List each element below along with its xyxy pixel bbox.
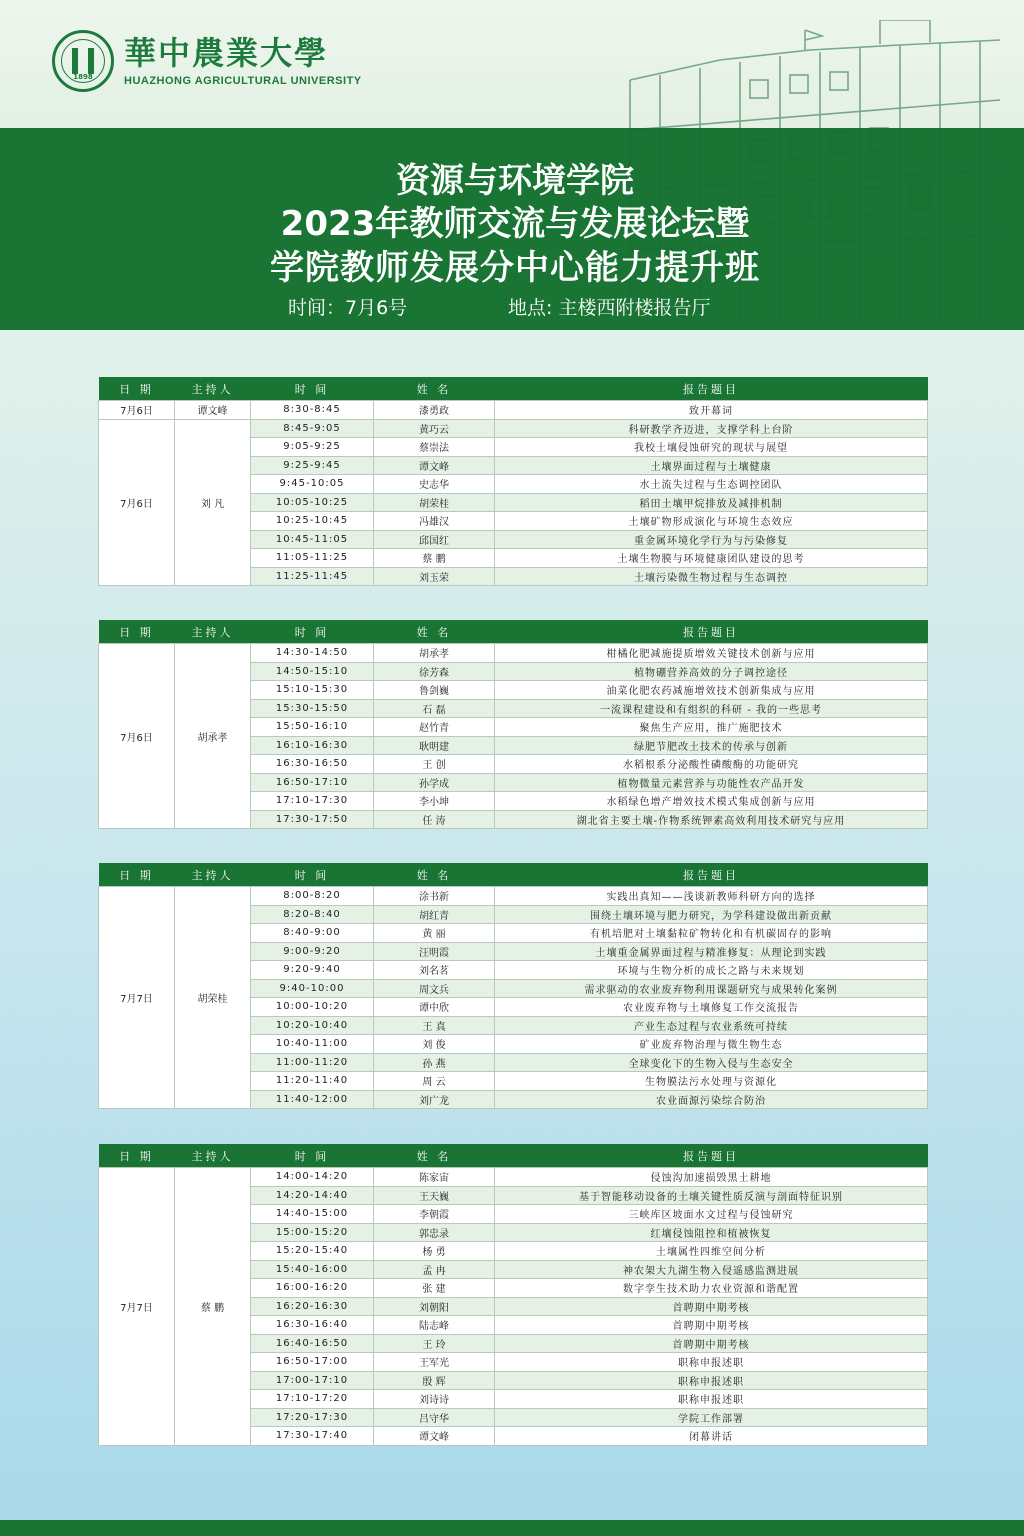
session-host: 胡承孝	[175, 644, 251, 829]
talk-time: 16:30-16:40	[251, 1316, 374, 1335]
speaker-name: 胡荣桂	[374, 493, 495, 512]
talk-time: 15:50-16:10	[251, 718, 374, 737]
talk-title: 湖北省主要土壤-作物系统钾素高效利用技术研究与应用	[495, 810, 928, 829]
session-date: 7月7日	[99, 887, 175, 1109]
university-name-en: HUAZHONG AGRICULTURAL UNIVERSITY	[124, 75, 362, 87]
session-host: 蔡 鹏	[175, 1168, 251, 1446]
session-host: 刘 凡	[175, 419, 251, 586]
schedule-table-morning-0706	[98, 377, 928, 586]
seal-year: 1898	[73, 73, 93, 81]
talk-time: 15:00-15:20	[251, 1223, 374, 1242]
talk-title: 聚焦生产应用，推广施肥技术	[495, 718, 928, 737]
speaker-name: 王 创	[374, 755, 495, 774]
talk-title: 数字孪生技术助力农业资源和谐配置	[495, 1279, 928, 1298]
talk-title: 围绕土壤环境与肥力研究，为学科建设做出新贡献	[495, 905, 928, 924]
talk-title: 致开幕词	[495, 401, 928, 420]
speaker-name: 黄 丽	[374, 924, 495, 943]
talk-time: 15:30-15:50	[251, 699, 374, 718]
talk-title: 土壤污染微生物过程与生态调控	[495, 567, 928, 586]
speaker-name: 刘 俊	[374, 1035, 495, 1054]
speaker-name: 谭文峰	[374, 1427, 495, 1446]
talk-time: 17:30-17:50	[251, 810, 374, 829]
talk-title: 一流课程建设和有组织的科研 - 我的一些思考	[495, 699, 928, 718]
talk-title: 植物微量元素营养与功能性农产品开发	[495, 773, 928, 792]
speaker-name: 吕守华	[374, 1408, 495, 1427]
event-place: 地点: 主楼西附楼报告厅	[508, 297, 711, 319]
talk-time: 15:10-15:30	[251, 681, 374, 700]
talk-title: 职称申报述职	[495, 1371, 928, 1390]
col-header-date: 日 期	[99, 1144, 175, 1168]
talk-title: 柑橘化肥减施提质增效关键技术创新与应用	[495, 644, 928, 663]
talk-time: 16:10-16:30	[251, 736, 374, 755]
col-header-time: 时 间	[251, 863, 374, 887]
speaker-name: 任 涛	[374, 810, 495, 829]
speaker-name: 陈家宙	[374, 1168, 495, 1187]
speaker-name: 汪明霞	[374, 942, 495, 961]
talk-title: 土壤矿物形成演化与环境生态效应	[495, 512, 928, 531]
speaker-name: 刘朝阳	[374, 1297, 495, 1316]
col-header-name: 姓 名	[374, 620, 495, 644]
speaker-name: 谭中欣	[374, 998, 495, 1017]
talk-title: 重金属环境化学行为与污染修复	[495, 530, 928, 549]
talk-title: 有机培肥对土壤黏粒矿物转化和有机碳固存的影响	[495, 924, 928, 943]
col-header-date: 日 期	[99, 620, 175, 644]
speaker-name: 涂书新	[374, 887, 495, 906]
col-header-name: 姓 名	[374, 863, 495, 887]
talk-title: 土壤界面过程与土壤健康	[495, 456, 928, 475]
speaker-name: 徐芳森	[374, 662, 495, 681]
talk-time: 8:40-9:00	[251, 924, 374, 943]
speaker-name: 蔡崇法	[374, 438, 495, 457]
university-seal-icon	[52, 30, 114, 92]
talk-time: 16:00-16:20	[251, 1279, 374, 1298]
schedule-table-afternoon-0707	[98, 1144, 928, 1446]
bottom-bar	[0, 1520, 1024, 1536]
speaker-name: 王天巍	[374, 1186, 495, 1205]
table-row	[99, 419, 928, 438]
speaker-name: 赵竹青	[374, 718, 495, 737]
speaker-name: 周 云	[374, 1072, 495, 1091]
talk-title: 油菜化肥农药减施增效技术创新集成与应用	[495, 681, 928, 700]
talk-title: 水土流失过程与生态调控团队	[495, 475, 928, 494]
university-logo	[52, 30, 362, 92]
schedule-table-afternoon-0706	[98, 620, 928, 829]
session-host: 谭文峰	[175, 401, 251, 420]
speaker-name: 耿明建	[374, 736, 495, 755]
speaker-name: 邱国红	[374, 530, 495, 549]
speaker-name: 谭文峰	[374, 456, 495, 475]
banner-title-line2: 2023年教师交流与发展论坛暨	[280, 204, 750, 244]
col-header-topic: 报告题目	[495, 620, 928, 644]
table-header-row	[99, 377, 928, 401]
speaker-name: 漆勇政	[374, 401, 495, 420]
talk-title: 首聘期中期考核	[495, 1297, 928, 1316]
col-header-topic: 报告题目	[495, 377, 928, 401]
talk-time: 8:30-8:45	[251, 401, 374, 420]
talk-time: 9:45-10:05	[251, 475, 374, 494]
talk-title: 环境与生物分析的成长之路与未来规划	[495, 961, 928, 980]
col-header-name: 姓 名	[374, 1144, 495, 1168]
talk-title: 首聘期中期考核	[495, 1334, 928, 1353]
speaker-name: 刘玉荣	[374, 567, 495, 586]
talk-title: 生物膜法污水处理与资源化	[495, 1072, 928, 1091]
talk-time: 15:20-15:40	[251, 1242, 374, 1261]
talk-title: 职称申报述职	[495, 1390, 928, 1409]
talk-time: 10:00-10:20	[251, 998, 374, 1017]
talk-title: 实践出真知——浅谈新教师科研方向的选择	[495, 887, 928, 906]
talk-title: 职称申报述职	[495, 1353, 928, 1372]
col-header-time: 时 间	[251, 1144, 374, 1168]
talk-title: 产业生态过程与农业系统可持续	[495, 1016, 928, 1035]
session-date: 7月6日	[99, 419, 175, 586]
talk-title: 土壤生物膜与环境健康团队建设的思考	[495, 549, 928, 568]
talk-time: 16:20-16:30	[251, 1297, 374, 1316]
talk-title: 植物硼营养高效的分子调控途径	[495, 662, 928, 681]
talk-time: 11:40-12:00	[251, 1090, 374, 1109]
talk-time: 9:00-9:20	[251, 942, 374, 961]
talk-time: 11:00-11:20	[251, 1053, 374, 1072]
talk-time: 10:20-10:40	[251, 1016, 374, 1035]
speaker-name: 刘广龙	[374, 1090, 495, 1109]
talk-time: 14:00-14:20	[251, 1168, 374, 1187]
speaker-name: 刘名茗	[374, 961, 495, 980]
university-name-cn: 華中農業大學	[124, 34, 329, 72]
table-row	[99, 1168, 928, 1187]
speaker-name: 蔡 鹏	[374, 549, 495, 568]
banner-title-line3: 学院教师发展分中心能力提升班	[270, 248, 760, 288]
talk-title: 稻田土壤甲烷排放及减排机制	[495, 493, 928, 512]
speaker-name: 胡承孝	[374, 644, 495, 663]
talk-title: 学院工作部署	[495, 1408, 928, 1427]
talk-time: 14:40-15:00	[251, 1205, 374, 1224]
talk-time: 14:30-14:50	[251, 644, 374, 663]
talk-time: 10:05-10:25	[251, 493, 374, 512]
talk-title: 基于智能移动设备的土壤关键性质反演与剖面特征识别	[495, 1186, 928, 1205]
talk-title: 水稻根系分泌酸性磷酸酶的功能研究	[495, 755, 928, 774]
speaker-name: 孟 冉	[374, 1260, 495, 1279]
table-row	[99, 401, 928, 420]
talk-title: 水稻绿色增产增效技术模式集成创新与应用	[495, 792, 928, 811]
talk-title: 首聘期中期考核	[495, 1316, 928, 1335]
talk-title: 我校土壤侵蚀研究的现状与展望	[495, 438, 928, 457]
talk-time: 9:20-9:40	[251, 961, 374, 980]
talk-time: 8:45-9:05	[251, 419, 374, 438]
talk-time: 16:40-16:50	[251, 1334, 374, 1353]
session-host: 胡荣桂	[175, 887, 251, 1109]
col-header-time: 时 间	[251, 377, 374, 401]
talk-time: 10:40-11:00	[251, 1035, 374, 1054]
talk-time: 8:20-8:40	[251, 905, 374, 924]
speaker-name: 张 建	[374, 1279, 495, 1298]
talk-time: 17:00-17:10	[251, 1371, 374, 1390]
session-date: 7月7日	[99, 1168, 175, 1446]
talk-time: 9:40-10:00	[251, 979, 374, 998]
speaker-name: 刘诗诗	[374, 1390, 495, 1409]
talk-time: 8:00-8:20	[251, 887, 374, 906]
talk-title: 农业废弃物与土壤修复工作交流报告	[495, 998, 928, 1017]
speaker-name: 郭忠录	[374, 1223, 495, 1242]
speaker-name: 王 玲	[374, 1334, 495, 1353]
talk-title: 土壤重金属界面过程与精准修复：从理论到实践	[495, 942, 928, 961]
table-row	[99, 644, 928, 663]
table-header-row	[99, 863, 928, 887]
col-header-name: 姓 名	[374, 377, 495, 401]
speaker-name: 冯雄汉	[374, 512, 495, 531]
speaker-name: 王 真	[374, 1016, 495, 1035]
banner-title-line1: 资源与环境学院	[396, 161, 634, 201]
talk-title: 闭幕讲话	[495, 1427, 928, 1446]
speaker-name: 胡红青	[374, 905, 495, 924]
talk-title: 需求驱动的农业废弃物利用课题研究与成果转化案例	[495, 979, 928, 998]
session-date: 7月6日	[99, 401, 175, 420]
talk-title: 侵蚀沟加速损毁黑土耕地	[495, 1168, 928, 1187]
col-header-host: 主持人	[175, 1144, 251, 1168]
session-date: 7月6日	[99, 644, 175, 829]
talk-time: 14:20-14:40	[251, 1186, 374, 1205]
talk-time: 16:30-16:50	[251, 755, 374, 774]
speaker-name: 孙学成	[374, 773, 495, 792]
talk-title: 神农架大九湖生物入侵遥感监测进展	[495, 1260, 928, 1279]
speaker-name: 王军光	[374, 1353, 495, 1372]
table-row	[99, 887, 928, 906]
table-header-row	[99, 620, 928, 644]
talk-time: 17:20-17:30	[251, 1408, 374, 1427]
col-header-topic: 报告题目	[495, 863, 928, 887]
speaker-name: 黄巧云	[374, 419, 495, 438]
col-header-host: 主持人	[175, 620, 251, 644]
col-header-host: 主持人	[175, 377, 251, 401]
talk-title: 矿业废弃物治理与微生物生态	[495, 1035, 928, 1054]
speaker-name: 石 磊	[374, 699, 495, 718]
talk-title: 农业面源污染综合防治	[495, 1090, 928, 1109]
speaker-name: 鲁剑巍	[374, 681, 495, 700]
speaker-name: 周文兵	[374, 979, 495, 998]
talk-time: 17:30-17:40	[251, 1427, 374, 1446]
talk-time: 9:05-9:25	[251, 438, 374, 457]
speaker-name: 殷 辉	[374, 1371, 495, 1390]
talk-time: 11:05-11:25	[251, 549, 374, 568]
talk-title: 红壤侵蚀阻控和植被恢复	[495, 1223, 928, 1242]
talk-time: 17:10-17:20	[251, 1390, 374, 1409]
speaker-name: 杨 勇	[374, 1242, 495, 1261]
talk-time: 11:25-11:45	[251, 567, 374, 586]
talk-time: 9:25-9:45	[251, 456, 374, 475]
talk-title: 土壤属性四维空间分析	[495, 1242, 928, 1261]
talk-time: 10:25-10:45	[251, 512, 374, 531]
talk-title: 科研教学齐迈进，支撑学科上台阶	[495, 419, 928, 438]
event-time: 时间：7月6号	[288, 297, 408, 319]
schedule-table-morning-0707	[98, 863, 928, 1109]
talk-title: 三峡库区坡面水文过程与侵蚀研究	[495, 1205, 928, 1224]
talk-time: 14:50-15:10	[251, 662, 374, 681]
col-header-date: 日 期	[99, 863, 175, 887]
speaker-name: 陆志峰	[374, 1316, 495, 1335]
talk-time: 15:40-16:00	[251, 1260, 374, 1279]
col-header-host: 主持人	[175, 863, 251, 887]
talk-title: 绿肥节肥改土技术的传承与创新	[495, 736, 928, 755]
speaker-name: 李朝霞	[374, 1205, 495, 1224]
col-header-date: 日 期	[99, 377, 175, 401]
talk-title: 全球变化下的生物入侵与生态安全	[495, 1053, 928, 1072]
col-header-time: 时 间	[251, 620, 374, 644]
speaker-name: 史志华	[374, 475, 495, 494]
talk-time: 11:20-11:40	[251, 1072, 374, 1091]
talk-time: 10:45-11:05	[251, 530, 374, 549]
talk-time: 17:10-17:30	[251, 792, 374, 811]
talk-time: 16:50-17:10	[251, 773, 374, 792]
talk-time: 16:50-17:00	[251, 1353, 374, 1372]
table-header-row	[99, 1144, 928, 1168]
speaker-name: 李小坤	[374, 792, 495, 811]
col-header-topic: 报告题目	[495, 1144, 928, 1168]
speaker-name: 孙 燕	[374, 1053, 495, 1072]
